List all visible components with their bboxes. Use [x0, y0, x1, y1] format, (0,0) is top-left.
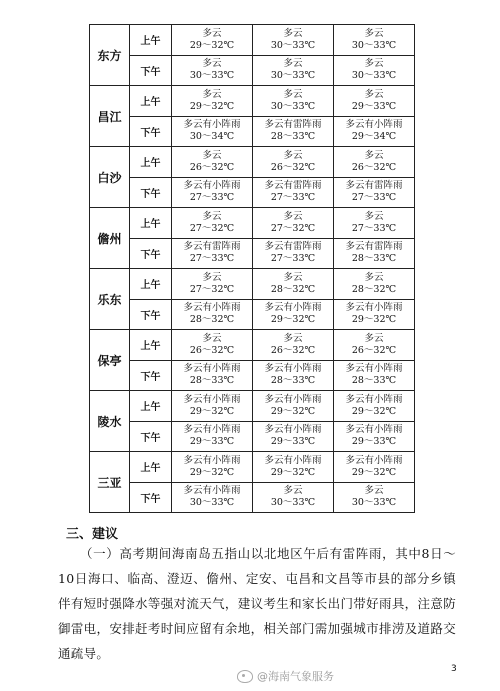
weather-condition: 多云有小阵雨 [183, 119, 241, 131]
temperature-range: 30～33℃ [189, 70, 235, 82]
table-row [90, 177, 415, 208]
section-title: 三、建议 [66, 527, 119, 542]
forecast-cell [172, 299, 253, 330]
forecast-cell [253, 147, 334, 178]
forecast-cell [172, 269, 253, 300]
forecast-cell [253, 452, 334, 483]
city-name: 陵水 [90, 391, 130, 452]
time-of-day: 下午 [130, 238, 172, 269]
time-of-day: 下午 [130, 55, 172, 86]
weather-condition: 多云有小阵雨 [264, 363, 322, 375]
forecast-cell [334, 452, 415, 483]
temperature-range: 29～32℃ [270, 466, 316, 478]
temperature-range: 29～32℃ [189, 466, 235, 478]
forecast-cell [334, 208, 415, 239]
temperature-range: 29～32℃ [351, 405, 397, 417]
time-of-day: 上午 [130, 452, 172, 483]
forecast-cell [172, 360, 253, 391]
temperature-range: 27～32℃ [189, 283, 235, 295]
weather-condition: 多云 [364, 210, 384, 222]
weather-condition: 多云有小阵雨 [183, 485, 241, 497]
time-of-day: 上午 [130, 86, 172, 117]
weather-condition: 多云 [283, 332, 303, 344]
forecast-cell [334, 360, 415, 391]
table-row [90, 147, 415, 178]
forecast-cell [253, 330, 334, 361]
weather-condition: 多云有雷阵雨 [264, 241, 322, 253]
temperature-range: 27～33℃ [351, 222, 397, 234]
forecast-cell [172, 238, 253, 269]
temperature-range: 27～32℃ [270, 222, 316, 234]
weather-condition: 多云 [283, 27, 303, 39]
time-of-day: 下午 [130, 482, 172, 513]
temperature-range: 30～33℃ [351, 70, 397, 82]
time-of-day: 下午 [130, 360, 172, 391]
temperature-range: 29～32℃ [189, 100, 235, 112]
weather-condition: 多云有小阵雨 [183, 424, 241, 436]
weather-condition: 多云有雷阵雨 [183, 241, 241, 253]
weather-condition: 多云 [364, 485, 384, 497]
table-row [90, 360, 415, 391]
temperature-range: 28～32℃ [351, 283, 397, 295]
weather-condition: 多云 [202, 271, 222, 283]
temperature-range: 27～33℃ [189, 192, 235, 204]
city-name: 昌江 [90, 86, 130, 147]
forecast-cell [253, 269, 334, 300]
forecast-cell [172, 482, 253, 513]
weather-condition: 多云 [283, 210, 303, 222]
temperature-range: 29～32℃ [189, 39, 235, 51]
forecast-cell [172, 25, 253, 56]
weather-condition: 多云 [202, 88, 222, 100]
temperature-range: 29～33℃ [189, 436, 235, 448]
weather-condition: 多云 [283, 149, 303, 161]
city-name: 儋州 [90, 208, 130, 269]
forecast-cell [334, 238, 415, 269]
temperature-range: 26～32℃ [270, 161, 316, 173]
weather-condition: 多云 [202, 149, 222, 161]
table-row [90, 299, 415, 330]
temperature-range: 28～33℃ [270, 375, 316, 387]
city-name: 乐东 [90, 269, 130, 330]
time-of-day: 下午 [130, 299, 172, 330]
forecast-cell [334, 269, 415, 300]
weather-condition: 多云有小阵雨 [264, 454, 322, 466]
temperature-range: 29～32℃ [270, 405, 316, 417]
forecast-cell [253, 391, 334, 422]
table-row [90, 421, 415, 452]
temperature-range: 30～33℃ [189, 497, 235, 509]
temperature-range: 26～32℃ [189, 161, 235, 173]
forecast-cell [253, 55, 334, 86]
forecast-cell [253, 116, 334, 147]
weather-condition: 多云有小阵雨 [345, 393, 403, 405]
temperature-range: 28～33℃ [270, 131, 316, 143]
temperature-range: 30～33℃ [270, 39, 316, 51]
table-row [90, 330, 415, 361]
city-name: 东方 [90, 25, 130, 86]
forecast-cell [334, 299, 415, 330]
weather-condition: 多云有雷阵雨 [264, 180, 322, 192]
forecast-cell [253, 86, 334, 117]
weather-condition: 多云有小阵雨 [345, 424, 403, 436]
forecast-cell [172, 391, 253, 422]
forecast-cell [334, 147, 415, 178]
time-of-day: 下午 [130, 177, 172, 208]
table-row [90, 238, 415, 269]
weather-condition: 多云有小阵雨 [264, 302, 322, 314]
weather-condition: 多云有小阵雨 [345, 302, 403, 314]
forecast-cell [334, 55, 415, 86]
weather-condition: 多云有雷阵雨 [345, 241, 403, 253]
temperature-range: 30～34℃ [189, 131, 235, 143]
weather-condition: 多云有小阵雨 [345, 119, 403, 131]
table-row [90, 482, 415, 513]
forecast-cell [172, 177, 253, 208]
weather-condition: 多云有小阵雨 [183, 454, 241, 466]
forecast-cell [334, 25, 415, 56]
page-number: 3 [451, 664, 457, 674]
temperature-range: 29～33℃ [351, 436, 397, 448]
forecast-cell [334, 421, 415, 452]
watermark [237, 668, 334, 684]
weather-condition: 多云有小阵雨 [345, 363, 403, 375]
weather-condition: 多云有小阵雨 [183, 180, 241, 192]
forecast-cell [253, 208, 334, 239]
time-of-day: 上午 [130, 330, 172, 361]
forecast-cell [172, 116, 253, 147]
temperature-range: 29～32℃ [351, 314, 397, 326]
forecast-cell [172, 55, 253, 86]
table-row [90, 269, 415, 300]
weather-condition: 多云 [283, 485, 303, 497]
table-row [90, 86, 415, 117]
forecast-cell [334, 116, 415, 147]
weather-condition: 多云 [364, 58, 384, 70]
temperature-range: 29～32℃ [189, 405, 235, 417]
weather-condition: 多云 [202, 332, 222, 344]
temperature-range: 26～32℃ [189, 344, 235, 356]
weather-condition: 多云 [283, 271, 303, 283]
temperature-range: 27～33℃ [351, 192, 397, 204]
weather-condition: 多云有雷阵雨 [264, 119, 322, 131]
watermark-text: @海南气象服务 [257, 670, 334, 683]
suggestion-paragraph: （一）高考期间海南岛五指山以北地区午后有雷阵雨，其中8日～10日海口、临高、澄迈、儋州、定安、屯昌和文昌等市县的部分乡镇伴有短时强降水等强对流天气，建议考生和家长出门带好雨具，注意防御雷电，安排赶考时间应留有余地，相关部门需加强城市排涝及道路交通疏导。 [58, 546, 456, 661]
temperature-range: 26～32℃ [351, 161, 397, 173]
city-name: 保亭 [90, 330, 130, 391]
temperature-range: 29～33℃ [351, 100, 397, 112]
temperature-range: 30～33℃ [270, 100, 316, 112]
weather-condition: 多云 [283, 88, 303, 100]
temperature-range: 26～32℃ [351, 344, 397, 356]
weather-condition: 多云有小阵雨 [345, 454, 403, 466]
temperature-range: 28～33℃ [351, 253, 397, 265]
forecast-cell [334, 482, 415, 513]
forecast-cell [172, 452, 253, 483]
time-of-day: 下午 [130, 116, 172, 147]
forecast-cell [253, 25, 334, 56]
weather-condition: 多云 [202, 27, 222, 39]
weather-condition: 多云 [202, 210, 222, 222]
forecast-cell [253, 360, 334, 391]
temperature-range: 27～33℃ [270, 253, 316, 265]
temperature-range: 27～33℃ [189, 253, 235, 265]
time-of-day: 下午 [130, 421, 172, 452]
temperature-range: 26～32℃ [270, 344, 316, 356]
forecast-cell [334, 86, 415, 117]
weather-forecast-table [89, 24, 415, 513]
weather-condition: 多云 [202, 58, 222, 70]
forecast-cell [334, 330, 415, 361]
weather-condition: 多云有小阵雨 [264, 424, 322, 436]
time-of-day: 上午 [130, 208, 172, 239]
weather-condition: 多云 [364, 332, 384, 344]
weather-condition: 多云有小阵雨 [264, 393, 322, 405]
temperature-range: 29～33℃ [270, 436, 316, 448]
temperature-range: 30～33℃ [351, 497, 397, 509]
weather-condition: 多云 [364, 88, 384, 100]
forecast-cell [253, 482, 334, 513]
weather-condition: 多云 [364, 149, 384, 161]
time-of-day: 上午 [130, 147, 172, 178]
weather-condition: 多云 [283, 58, 303, 70]
forecast-cell [253, 177, 334, 208]
table-row [90, 55, 415, 86]
temperature-range: 29～32℃ [351, 466, 397, 478]
weather-condition: 多云有小阵雨 [183, 393, 241, 405]
time-of-day: 上午 [130, 391, 172, 422]
temperature-range: 30～33℃ [270, 497, 316, 509]
table-row [90, 25, 415, 56]
forecast-cell [172, 421, 253, 452]
temperature-range: 30～33℃ [351, 39, 397, 51]
city-name: 白沙 [90, 147, 130, 208]
table-row [90, 391, 415, 422]
table-row [90, 452, 415, 483]
weather-condition: 多云 [364, 27, 384, 39]
time-of-day: 上午 [130, 25, 172, 56]
forecast-cell [172, 147, 253, 178]
weather-condition: 多云有小阵雨 [183, 363, 241, 375]
table-row [90, 116, 415, 147]
temperature-range: 28～33℃ [351, 375, 397, 387]
forecast-cell [334, 177, 415, 208]
forecast-cell [172, 208, 253, 239]
forecast-cell [334, 391, 415, 422]
temperature-range: 27～32℃ [189, 222, 235, 234]
time-of-day: 上午 [130, 269, 172, 300]
temperature-range: 29～32℃ [270, 314, 316, 326]
temperature-range: 29～34℃ [351, 131, 397, 143]
forecast-cell [172, 330, 253, 361]
weather-condition: 多云有小阵雨 [183, 302, 241, 314]
temperature-range: 28～32℃ [270, 283, 316, 295]
temperature-range: 28～33℃ [189, 375, 235, 387]
forecast-cell [253, 421, 334, 452]
table-row [90, 208, 415, 239]
forecast-cell [253, 299, 334, 330]
weather-condition: 多云 [364, 271, 384, 283]
temperature-range: 28～32℃ [189, 314, 235, 326]
forecast-cell [172, 86, 253, 117]
city-name: 三亚 [90, 452, 130, 513]
temperature-range: 27～33℃ [270, 192, 316, 204]
weather-condition: 多云有雷阵雨 [345, 180, 403, 192]
temperature-range: 30～33℃ [270, 70, 316, 82]
forecast-cell [253, 238, 334, 269]
weibo-icon [237, 670, 253, 683]
